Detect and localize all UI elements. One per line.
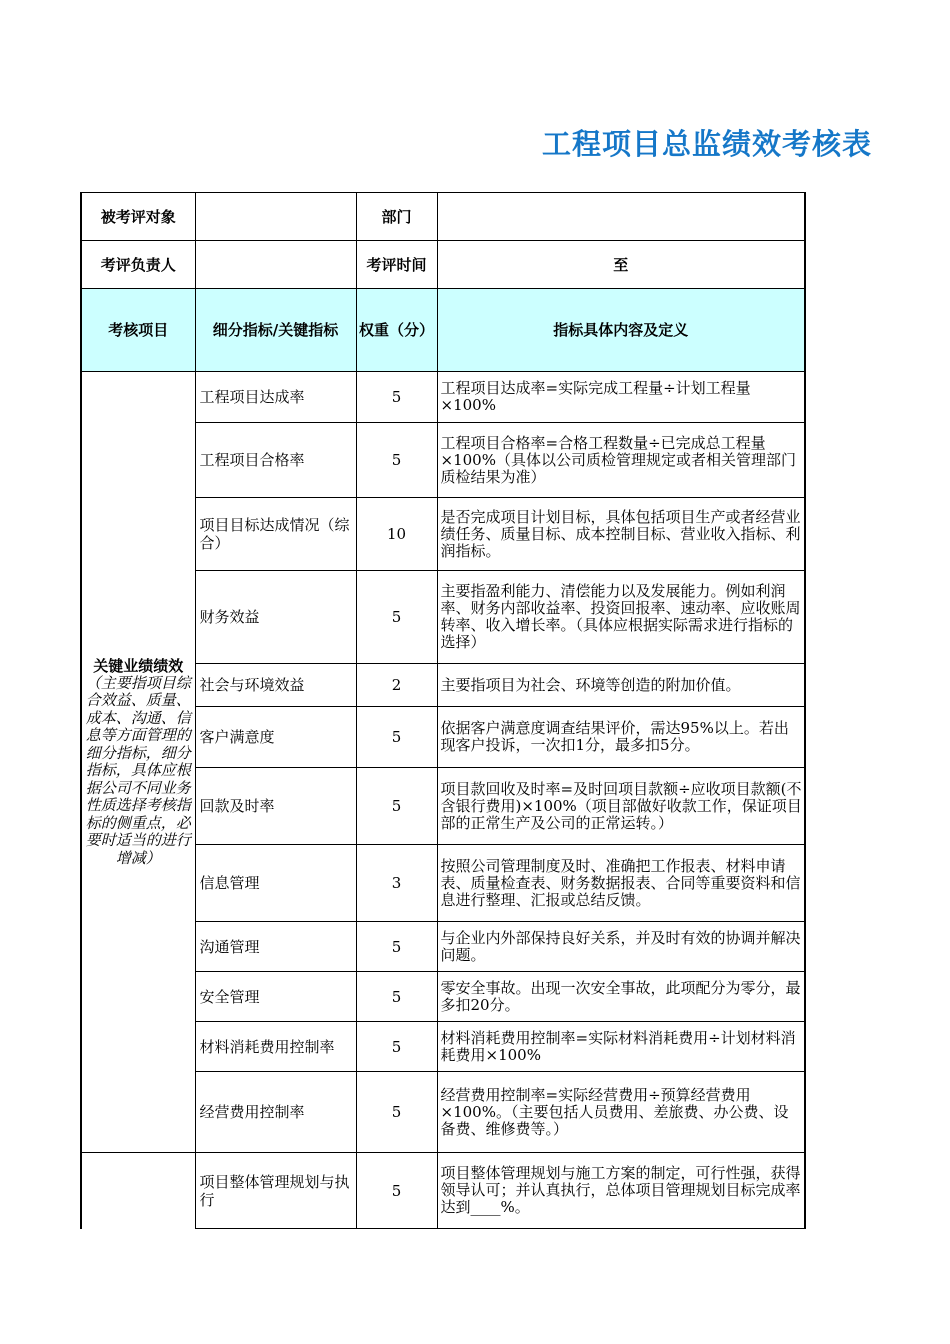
weight-cell: 5 — [356, 423, 437, 498]
indicator-cell: 回款及时率 — [195, 768, 356, 845]
weight-cell: 5 — [356, 1072, 437, 1153]
col-header-item: 考核项目 — [81, 289, 195, 372]
indicator-cell: 工程项目达成率 — [195, 372, 356, 423]
indicator-cell: 客户满意度 — [195, 707, 356, 768]
department-label: 部门 — [356, 193, 437, 241]
appraisal-table — [80, 192, 806, 1229]
department-value-cell[interactable] — [437, 193, 805, 241]
header-row-evaluator — [81, 241, 805, 289]
weight-cell: 3 — [356, 845, 437, 922]
weight-cell: 5 — [356, 768, 437, 845]
table-row — [81, 1153, 805, 1229]
indicator-cell: 社会与环境效益 — [195, 664, 356, 707]
definition-cell: 工程项目合格率=合格工程数量÷已完成总工程量×100%（具体以公司质检管理规定或者相关管理部门质检结果为准） — [437, 423, 805, 498]
definition-cell: 零安全事故。出现一次安全事故，此项配分为零分，最多扣20分。 — [437, 972, 805, 1022]
definition-cell: 项目整体管理规划与施工方案的制定，可行性强，获得领导认可；并认真执行，总体项目管理规划目标完成率达到____%。 — [437, 1153, 805, 1229]
weight-cell: 5 — [356, 972, 437, 1022]
period-label: 考评时间 — [356, 241, 437, 289]
indicator-cell: 经营费用控制率 — [195, 1072, 356, 1153]
page-title: 工程项目总监绩效考核表 — [542, 127, 873, 161]
category-next — [81, 1153, 195, 1229]
definition-cell: 与企业内外部保持良好关系，并及时有效的协调并解决问题。 — [437, 922, 805, 972]
indicator-cell: 安全管理 — [195, 972, 356, 1022]
evaluator-value-cell[interactable] — [195, 241, 356, 289]
category-note: （主要指项目综合效益、质量、成本、沟通、信息等方面管理的细分指标，细分指标，具体应根据公司不同业务性质选择考核指标的侧重点，必要时适当的进行增减） — [85, 673, 191, 867]
definition-cell: 是否完成项目计划目标，具体包括项目生产或者经营业绩任务、质量目标、成本控制目标、营业收入指标、利润指标。 — [437, 498, 805, 571]
category-title: 关键业绩绩效 — [93, 656, 184, 675]
indicator-cell: 信息管理 — [195, 845, 356, 922]
weight-cell: 2 — [356, 664, 437, 707]
category-key-performance — [81, 372, 195, 1153]
weight-cell: 5 — [356, 1153, 437, 1229]
definition-cell: 工程项目达成率=实际完成工程量÷计划工程量×100% — [437, 372, 805, 423]
definition-cell: 主要指项目为社会、环境等创造的附加价值。 — [437, 664, 805, 707]
evaluatee-value-cell[interactable] — [195, 193, 356, 241]
definition-cell: 按照公司管理制度及时、准确把工作报表、材料申请表、质量检查表、财务数据报表、合同等重要资料和信息进行整理、汇报或总结反馈。 — [437, 845, 805, 922]
definition-cell: 经营费用控制率=实际经营费用÷预算经营费用×100%。（主要包括人员费用、差旅费、办公费、设备费、维修费等。） — [437, 1072, 805, 1153]
indicator-cell: 项目整体管理规划与执行 — [195, 1153, 356, 1229]
title-area — [0, 118, 873, 164]
weight-cell: 5 — [356, 571, 437, 664]
definition-cell: 项目款回收及时率=及时回项目款额÷应收项目款额(不含银行费用)×100%（项目部做好收款工作，保证项目部的正常生产及公司的正常运转。） — [437, 768, 805, 845]
evaluatee-label: 被考评对象 — [81, 193, 195, 241]
indicator-cell: 项目目标达成情况（综合） — [195, 498, 356, 571]
definition-cell: 材料消耗费用控制率=实际材料消耗费用÷计划材料消耗费用×100% — [437, 1022, 805, 1072]
weight-cell: 5 — [356, 372, 437, 423]
weight-cell: 5 — [356, 707, 437, 768]
definition-cell: 依据客户满意度调查结果评价，需达95%以上。若出现客户投诉，一次扣1分，最多扣5分。 — [437, 707, 805, 768]
definition-cell: 主要指盈利能力、清偿能力以及发展能力。例如利润率、财务内部收益率、投资回报率、速动率、应收账周转率、收入增长率。（具体应根据实际需求进行指标的选择） — [437, 571, 805, 664]
col-header-weight: 权重（分） — [356, 289, 437, 372]
weight-cell: 5 — [356, 1022, 437, 1072]
column-header-row — [81, 289, 805, 372]
header-row-evaluatee — [81, 193, 805, 241]
col-header-definition: 指标具体内容及定义 — [437, 289, 805, 372]
col-header-indicator: 细分指标/关键指标 — [195, 289, 356, 372]
weight-cell: 5 — [356, 922, 437, 972]
indicator-cell: 材料消耗费用控制率 — [195, 1022, 356, 1072]
weight-cell: 10 — [356, 498, 437, 571]
evaluator-label: 考评负责人 — [81, 241, 195, 289]
period-value-cell[interactable]: 至 — [437, 241, 805, 289]
indicator-cell: 沟通管理 — [195, 922, 356, 972]
indicator-cell: 财务效益 — [195, 571, 356, 664]
indicator-cell: 工程项目合格率 — [195, 423, 356, 498]
table-row — [81, 372, 805, 423]
